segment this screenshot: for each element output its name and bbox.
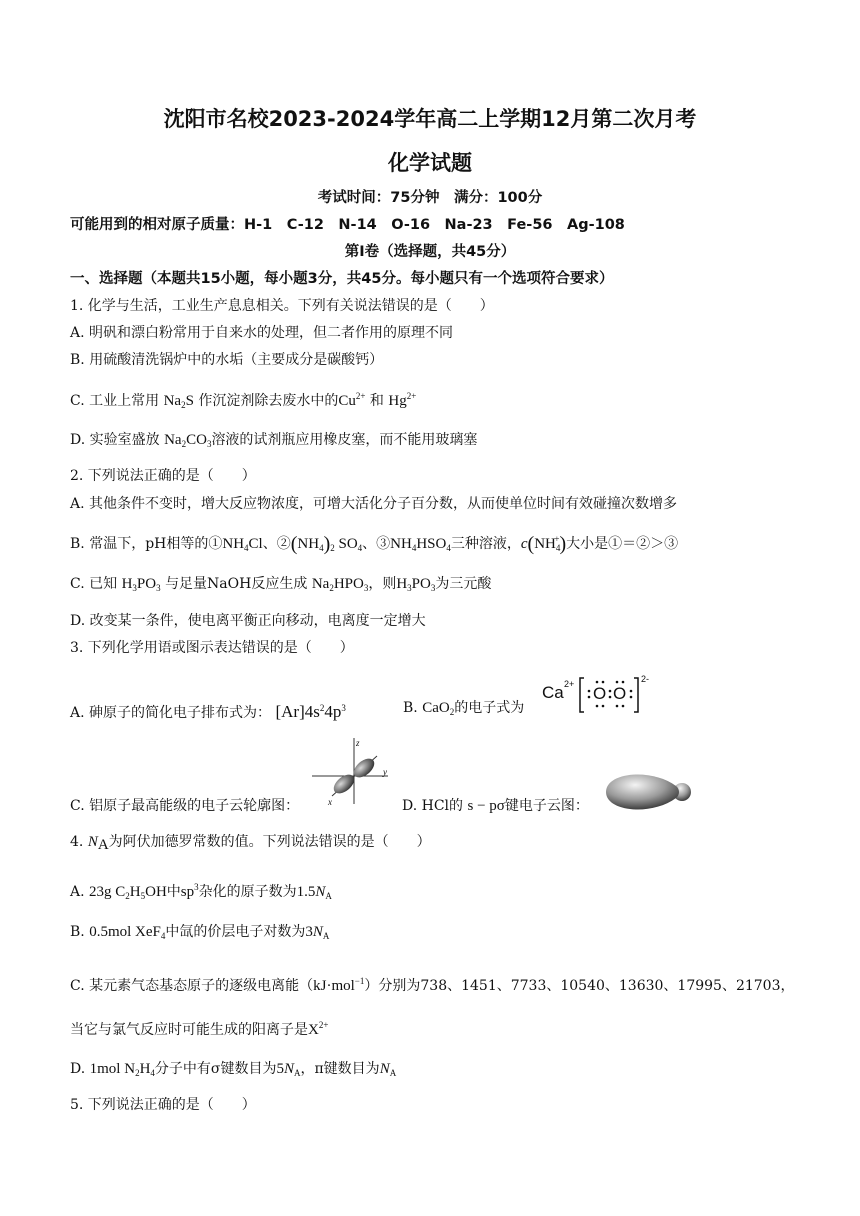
svg-text:2+: 2+ bbox=[564, 679, 575, 689]
svg-text:2-: 2- bbox=[641, 674, 650, 684]
exam-subtitle: 化学试题 bbox=[388, 151, 472, 175]
q3-option-a: A. 砷原子的简化电子排布式为： $[Ar]4s^24p^3$ bbox=[70, 702, 346, 721]
cao2-electron-dot-structure bbox=[540, 672, 660, 718]
q4-option-c-line1: C. 某元素气态基态原子的逐级电离能（kJ·mol$^{-1}$）分别为738、1451、7733、10540、13630、17995、21703， bbox=[70, 976, 795, 994]
q3-option-c: C. 铝原子最高能级的电子云轮廓图： bbox=[70, 798, 300, 814]
aluminum-p-orbital-diagram bbox=[292, 734, 392, 808]
q1-option-c: C. 工业上常用 $Na_2S$ 作沉淀剂除去废水中的$Cu^{2+}$ 和 $Hg^{2+}$ bbox=[70, 391, 417, 410]
q2-option-d: D. 改变某一条件，使电离平衡正向移动，电离度一定增大 bbox=[70, 613, 426, 629]
q1-option-b: B. 用硫酸清洗锅炉中的水垢（主要成分是碳酸钙） bbox=[70, 352, 384, 368]
exam-title: 沈阳市名校2023-2024学年高二上学期12月第二次月考 bbox=[163, 107, 697, 131]
svg-text:O: O bbox=[613, 684, 627, 703]
svg-text:O: O bbox=[593, 684, 607, 703]
q2-stem: 2. 下列说法正确的是（ ） bbox=[70, 468, 256, 484]
svg-text:z: z bbox=[356, 738, 360, 748]
hcl-sigma-bond-cloud bbox=[602, 764, 698, 820]
svg-text:Ca: Ca bbox=[542, 683, 564, 702]
q3-stem: 3. 下列化学用语或图示表达错误的是（ ） bbox=[70, 640, 354, 656]
q4-option-d: D. 1mol $N_2H_4$分子中有σ键数目为$5N_A$，π键数目为$N_A$ bbox=[70, 1061, 397, 1078]
svg-text:x: x bbox=[328, 797, 332, 807]
q4-option-c-line2: 当它与氯气反应时可能生成的阳离子是$X^{2+}$ bbox=[70, 1020, 329, 1038]
q2-option-b: B. 常温下，pH相等的$①NH_4Cl$、$②(NH_4)_2$ $SO_4$、$③NH_4HSO_4$三种溶液，$c(NH_4^+)$大小是①＝②＞③ bbox=[70, 533, 679, 555]
exam-info: 考试时间：75分钟 满分：100分 bbox=[317, 190, 543, 206]
q4-option-b: B. 0.5mol XeF$_4$中氙的价层电子对数为$3N_A$ bbox=[70, 924, 330, 941]
atomic-masses: 可能用到的相对原子质量：H-1 C-12 N-14 O-16 Na-23 Fe-56 Ag-108 bbox=[70, 217, 625, 233]
q4-stem: 4. NA为阿伏加德罗常数的值。下列说法错误的是（ ） bbox=[70, 834, 431, 853]
q2-option-c: C. 已知 $H_3PO_3$ 与足量NaOH反应生成 $Na_2HPO_3$，则$H_3PO_3$为三元酸 bbox=[70, 576, 492, 593]
q1-option-d: D. 实验室盛放 $Na_2CO_3$溶液的试剂瓶应用橡皮塞，而不能用玻璃塞 bbox=[70, 432, 478, 449]
q5-stem: 5. 下列说法正确的是（ ） bbox=[70, 1097, 256, 1113]
q3-option-d: D. HCl的 s − pσ键电子云图： bbox=[402, 798, 589, 814]
section-heading: 一、选择题（本题共15小题，每小题3分，共45分。每小题只有一个选项符合要求） bbox=[70, 271, 614, 287]
q4-option-a: A. 23g $C_2H_5OH$中$sp^3$杂化的原子数为$1.5N_A$ bbox=[70, 882, 332, 901]
q1-option-a: A. 明矾和漂白粉常用于自来水的处理，但二者作用的原理不同 bbox=[70, 325, 454, 341]
volume-heading: 第Ⅰ卷（选择题，共45分） bbox=[344, 244, 516, 260]
q1-stem: 1. 化学与生活，工业生产息息相关。下列有关说法错误的是（ ） bbox=[70, 298, 494, 314]
svg-text:y: y bbox=[383, 767, 387, 777]
q2-option-a: A. 其他条件不变时，增大反应物浓度，可增大活化分子百分数，从而使单位时间有效碰撞次数增多 bbox=[70, 496, 678, 512]
q3-option-b: B. CaO$_2$的电子式为 bbox=[403, 700, 525, 717]
